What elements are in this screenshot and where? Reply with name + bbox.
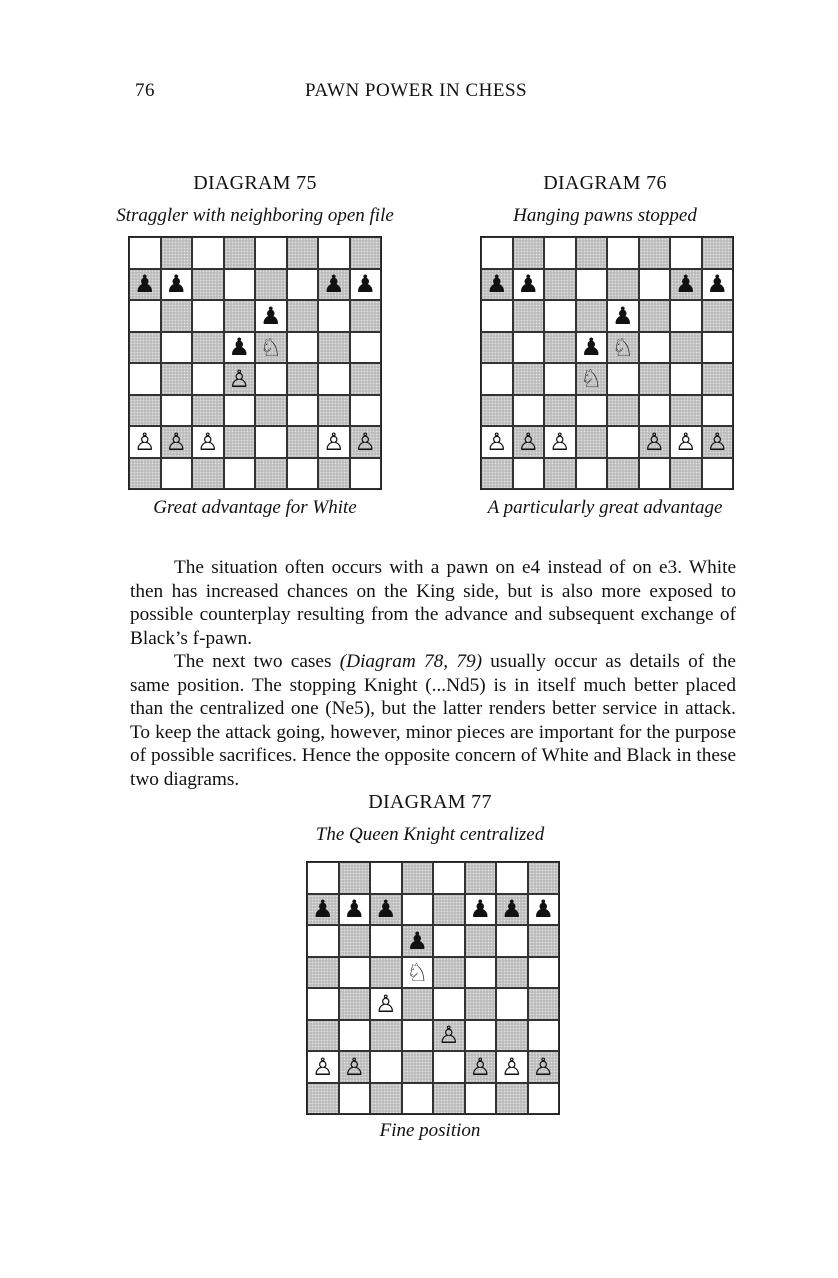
board-square (702, 237, 734, 269)
board-square (350, 237, 382, 269)
board-square (339, 1020, 371, 1052)
board-square (370, 957, 402, 989)
board-square (350, 332, 382, 364)
board-square (339, 925, 371, 957)
board-square (576, 237, 608, 269)
diagram-76-subtitle: Hanging pawns stopped (513, 205, 697, 226)
white-pawn-icon: ♙ (532, 1052, 554, 1081)
body-text (130, 556, 736, 791)
board-square (639, 237, 671, 269)
paragraph-2 (130, 650, 736, 791)
board-square (513, 458, 545, 490)
board-square (224, 395, 256, 427)
white-pawn-icon: ♙ (485, 427, 508, 456)
board-square (318, 237, 350, 269)
board-square (318, 269, 350, 301)
board-square (544, 237, 576, 269)
board-square (702, 332, 734, 364)
board-square (528, 957, 560, 989)
board-square (639, 426, 671, 458)
board-square (255, 395, 287, 427)
paragraph-1: The situation often occurs with a pawn on e4 instead of on e3. White then has increased chances on the King side, but is also more exposed to possible counterplay resulting from the advance and subsequent exchange of Black’s f-pawn. (130, 557, 736, 649)
board-square (192, 332, 224, 364)
board-square (370, 862, 402, 894)
board-square (481, 300, 513, 332)
diagram-76-caption: A particularly great advantage (487, 497, 723, 518)
board-square (255, 237, 287, 269)
board-square (129, 300, 161, 332)
board-square (350, 363, 382, 395)
board-square (433, 1083, 465, 1115)
board-square (481, 458, 513, 490)
board-square (402, 1083, 434, 1115)
board-square (339, 894, 371, 926)
board-square (161, 300, 193, 332)
board-square (339, 1051, 371, 1083)
board-square (528, 925, 560, 957)
board-square (287, 332, 319, 364)
board-square (544, 332, 576, 364)
board-square (318, 363, 350, 395)
board-square (307, 988, 339, 1020)
board-square (307, 862, 339, 894)
diagram-75-title: DIAGRAM 75 (193, 172, 317, 194)
white-pawn-icon: ♙ (706, 427, 728, 456)
board-square (496, 988, 528, 1020)
board-square (639, 363, 671, 395)
board-square (465, 1020, 497, 1052)
board-square (513, 237, 545, 269)
board-square (161, 395, 193, 427)
board-square (402, 894, 434, 926)
board-square (544, 300, 576, 332)
board-square (307, 957, 339, 989)
board-square (481, 426, 513, 458)
board-square (639, 269, 671, 301)
board-square (350, 426, 382, 458)
white-pawn-icon: ♙ (354, 427, 376, 456)
board-square (350, 458, 382, 490)
board-square (465, 1083, 497, 1115)
board-square (465, 862, 497, 894)
board-square (402, 925, 434, 957)
black-pawn-icon: ♟ (517, 270, 539, 299)
white-knight-icon: ♘ (580, 364, 603, 394)
board-square (513, 332, 545, 364)
white-pawn-icon: ♙ (133, 427, 156, 456)
board-square (607, 395, 639, 427)
diagram-76-title: DIAGRAM 76 (543, 172, 667, 194)
board-square (513, 363, 545, 395)
board-square (287, 237, 319, 269)
black-pawn-icon: ♟ (322, 270, 345, 299)
black-pawn-icon: ♟ (165, 270, 187, 299)
board-square (702, 363, 734, 395)
diagram-77-title: DIAGRAM 77 (368, 791, 492, 813)
board-square (192, 363, 224, 395)
board-square (350, 300, 382, 332)
white-knight-icon: ♘ (406, 957, 429, 987)
white-pawn-icon: ♙ (374, 989, 397, 1018)
board-square (433, 925, 465, 957)
board-square (433, 862, 465, 894)
board-square (370, 1051, 402, 1083)
board-square (224, 426, 256, 458)
board-square (496, 862, 528, 894)
board-square (528, 862, 560, 894)
board-square (544, 426, 576, 458)
board-square (481, 269, 513, 301)
black-pawn-icon: ♟ (259, 301, 282, 330)
paragraph-2-text-a: The next two cases (174, 651, 340, 672)
black-pawn-icon: ♟ (406, 926, 428, 955)
black-pawn-icon: ♟ (706, 270, 728, 299)
white-pawn-icon: ♙ (643, 427, 665, 456)
diagram-77-board (306, 861, 560, 1115)
white-pawn-icon: ♙ (165, 427, 187, 456)
board-square (307, 1051, 339, 1083)
black-pawn-icon: ♟ (580, 333, 602, 362)
board-square (544, 269, 576, 301)
board-square (161, 237, 193, 269)
board-square (307, 925, 339, 957)
board-square (433, 1051, 465, 1083)
board-square (544, 363, 576, 395)
board-square (576, 458, 608, 490)
board-square (528, 894, 560, 926)
page-number: 76 (135, 80, 155, 101)
board-square (129, 426, 161, 458)
board-square (528, 1051, 560, 1083)
board-square (481, 237, 513, 269)
board-square (192, 458, 224, 490)
white-pawn-icon: ♙ (311, 1052, 334, 1081)
board-square (702, 269, 734, 301)
board-square (370, 1020, 402, 1052)
board-square (161, 458, 193, 490)
board-square (161, 269, 193, 301)
board-square (513, 426, 545, 458)
board-square (255, 458, 287, 490)
board-square (481, 395, 513, 427)
board-square (607, 332, 639, 364)
board-square (402, 862, 434, 894)
board-square (528, 988, 560, 1020)
board-square (670, 395, 702, 427)
board-square (287, 395, 319, 427)
board-square (702, 426, 734, 458)
board-square (607, 458, 639, 490)
board-square (224, 332, 256, 364)
white-pawn-icon: ♙ (674, 427, 697, 456)
board-square (607, 269, 639, 301)
black-pawn-icon: ♟ (133, 270, 156, 299)
board-square (544, 458, 576, 490)
board-square (481, 332, 513, 364)
black-pawn-icon: ♟ (374, 895, 397, 924)
board-square (670, 269, 702, 301)
board-square (192, 269, 224, 301)
board-square (370, 894, 402, 926)
board-square (576, 332, 608, 364)
board-square (318, 332, 350, 364)
white-pawn-icon: ♙ (228, 364, 250, 393)
board-square (433, 1020, 465, 1052)
board-square (496, 1020, 528, 1052)
board-square (339, 862, 371, 894)
board-square (307, 1020, 339, 1052)
diagram-reference: (Diagram 78, 79) (339, 651, 483, 672)
board-square (433, 988, 465, 1020)
board-square (639, 300, 671, 332)
board-square (370, 988, 402, 1020)
black-pawn-icon: ♟ (532, 895, 554, 924)
board-square (607, 237, 639, 269)
board-square (639, 458, 671, 490)
board-square (639, 332, 671, 364)
board-square (576, 363, 608, 395)
board-square (607, 363, 639, 395)
black-pawn-icon: ♟ (354, 270, 376, 299)
black-pawn-icon: ♟ (611, 301, 634, 330)
board-square (513, 269, 545, 301)
board-square (370, 925, 402, 957)
black-pawn-icon: ♟ (469, 895, 491, 924)
board-square (433, 894, 465, 926)
board-square (370, 1083, 402, 1115)
board-square (129, 269, 161, 301)
board-square (192, 395, 224, 427)
board-square (350, 269, 382, 301)
diagram-77-caption: Fine position (379, 1120, 481, 1141)
board-square (433, 957, 465, 989)
board-square (255, 426, 287, 458)
black-pawn-icon: ♟ (485, 270, 508, 299)
black-pawn-icon: ♟ (500, 895, 523, 924)
diagram-75-caption: Great advantage for White (153, 497, 357, 518)
board-square (465, 894, 497, 926)
board-square (224, 300, 256, 332)
board-square (161, 426, 193, 458)
white-pawn-icon: ♙ (469, 1052, 491, 1081)
board-square (224, 269, 256, 301)
diagram-77-subtitle: The Queen Knight centralized (315, 824, 545, 845)
diagram-75-subtitle: Straggler with neighboring open file (116, 205, 394, 226)
white-pawn-icon: ♙ (322, 427, 345, 456)
diagram-75-board (128, 236, 382, 490)
board-square (576, 300, 608, 332)
board-square (402, 1051, 434, 1083)
board-square (513, 395, 545, 427)
board-square (402, 957, 434, 989)
diagram-76-board (480, 236, 734, 490)
board-square (607, 300, 639, 332)
board-square (224, 458, 256, 490)
white-pawn-icon: ♙ (437, 1021, 460, 1050)
board-square (287, 300, 319, 332)
board-square (255, 269, 287, 301)
white-pawn-icon: ♙ (196, 427, 219, 456)
board-square (607, 426, 639, 458)
board-square (528, 1083, 560, 1115)
board-square (161, 332, 193, 364)
board-square (481, 363, 513, 395)
board-square (287, 269, 319, 301)
white-knight-icon: ♘ (259, 332, 282, 362)
board-square (639, 395, 671, 427)
board-square (528, 1020, 560, 1052)
board-square (339, 1083, 371, 1115)
board-square (465, 957, 497, 989)
board-square (576, 269, 608, 301)
board-square (496, 1051, 528, 1083)
board-square (465, 988, 497, 1020)
board-square (670, 332, 702, 364)
board-square (576, 426, 608, 458)
black-pawn-icon: ♟ (343, 895, 365, 924)
board-square (192, 300, 224, 332)
white-pawn-icon: ♙ (500, 1052, 523, 1081)
black-pawn-icon: ♟ (228, 333, 250, 362)
board-square (224, 363, 256, 395)
white-pawn-icon: ♙ (548, 427, 571, 456)
board-square (287, 363, 319, 395)
board-square (702, 395, 734, 427)
board-square (318, 395, 350, 427)
board-square (161, 363, 193, 395)
black-pawn-icon: ♟ (311, 895, 334, 924)
board-square (339, 988, 371, 1020)
board-square (192, 426, 224, 458)
board-square (513, 300, 545, 332)
board-square (287, 426, 319, 458)
board-square (129, 363, 161, 395)
board-square (702, 458, 734, 490)
board-square (402, 988, 434, 1020)
board-square (255, 363, 287, 395)
white-knight-icon: ♘ (611, 332, 634, 362)
board-square (318, 426, 350, 458)
board-square (702, 300, 734, 332)
board-square (307, 894, 339, 926)
board-square (287, 458, 319, 490)
board-square (496, 894, 528, 926)
board-square (318, 458, 350, 490)
board-square (307, 1083, 339, 1115)
board-square (670, 426, 702, 458)
board-square (129, 237, 161, 269)
black-pawn-icon: ♟ (674, 270, 697, 299)
board-square (670, 300, 702, 332)
board-square (496, 957, 528, 989)
board-square (192, 237, 224, 269)
white-pawn-icon: ♙ (343, 1052, 365, 1081)
running-title: PAWN POWER IN CHESS (305, 80, 528, 101)
board-square (129, 395, 161, 427)
board-square (255, 300, 287, 332)
paragraph-2-text-b: usually occur as details of the same position. The stopping Knight (...Nd5) is in itself much better placed than the centralized one (Ne5), but the latter renders better service in attack. To keep the attack going, however, minor pieces are important for the purpose of possible sacrifices. Hence the opposite concern of White and Black in these two diagrams. (130, 651, 736, 790)
board-square (496, 1083, 528, 1115)
white-pawn-icon: ♙ (517, 427, 539, 456)
board-square (544, 395, 576, 427)
board-square (129, 458, 161, 490)
board-square (129, 332, 161, 364)
board-square (318, 300, 350, 332)
board-square (670, 363, 702, 395)
board-square (339, 957, 371, 989)
board-square (670, 237, 702, 269)
board-square (402, 1020, 434, 1052)
board-square (255, 332, 287, 364)
board-square (224, 237, 256, 269)
board-square (465, 925, 497, 957)
board-square (350, 395, 382, 427)
board-square (576, 395, 608, 427)
board-square (670, 458, 702, 490)
board-square (496, 925, 528, 957)
board-square (465, 1051, 497, 1083)
